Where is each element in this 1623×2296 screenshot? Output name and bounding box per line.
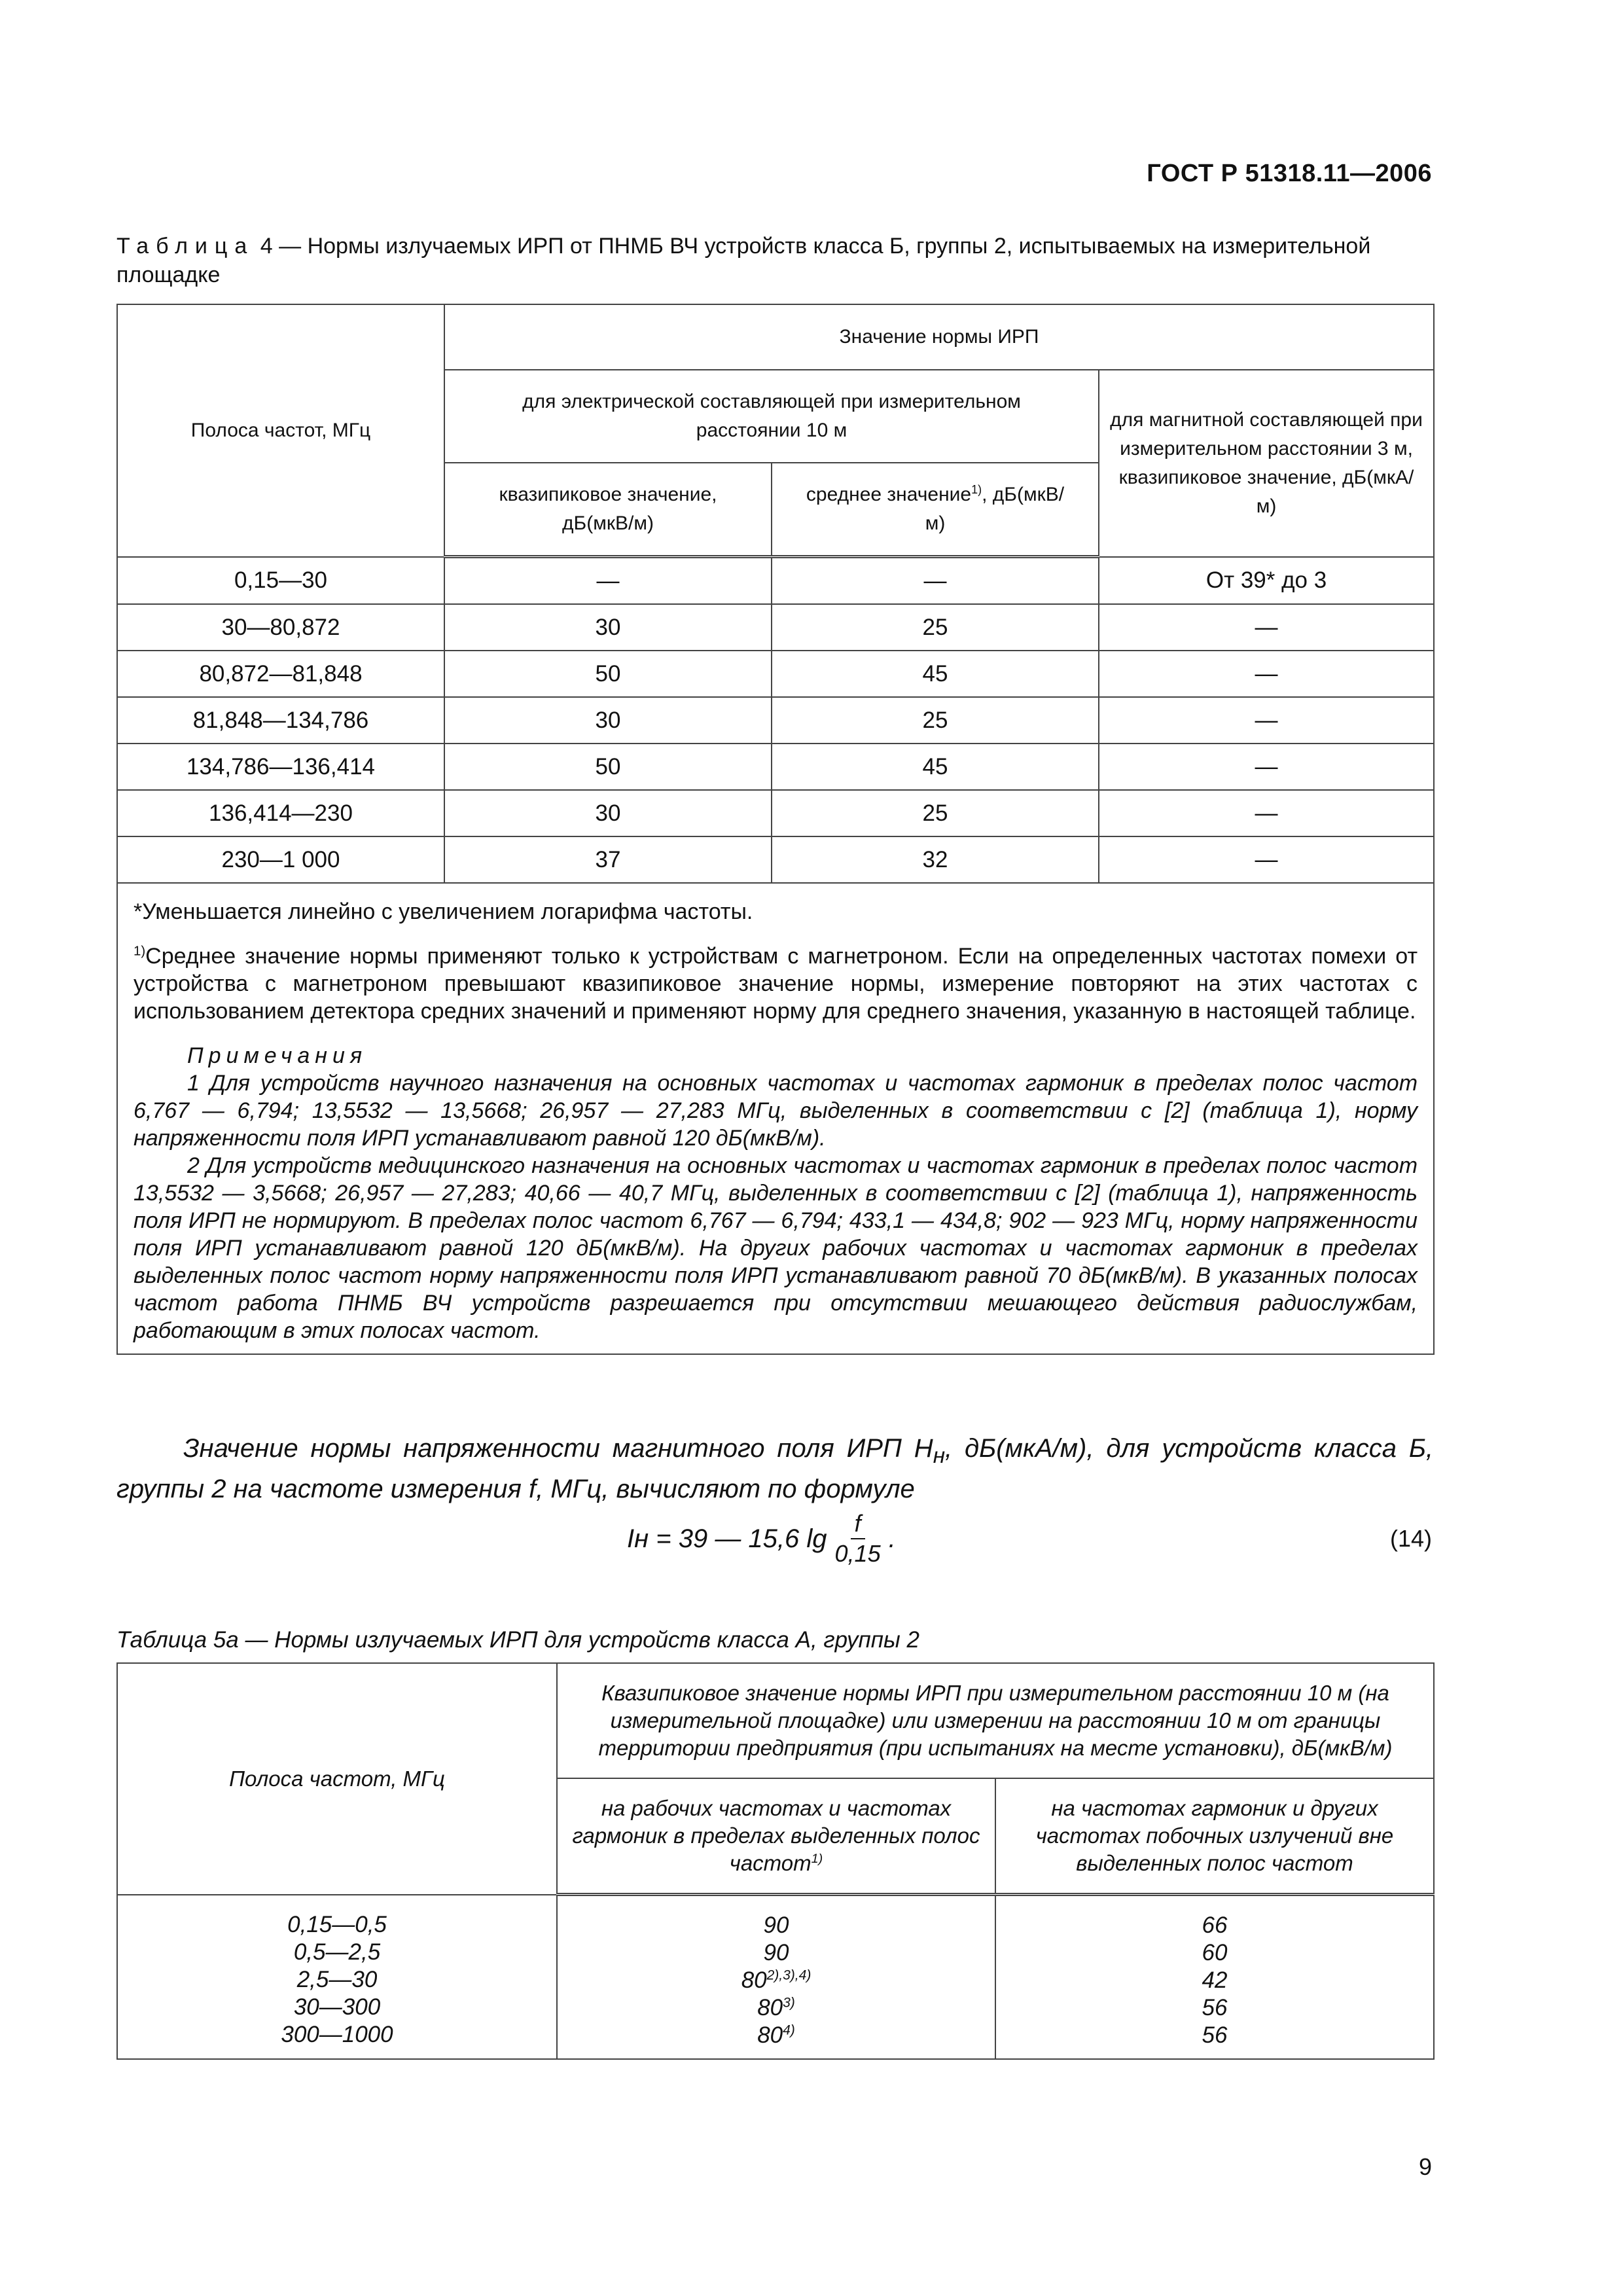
table4-col-avg-unit: , дБ(мкВ/м) (925, 484, 1065, 534)
footnote-1-text: Среднее значение нормы применяют только к устройствам с магнетроном. Если на определенных частотах помехи от устройства с магнетроном превышают квазипиковое значение нормы, измерение повторяют на этих частотах с использованием детектора средних значений и применяют норму для среднего значения, указанную в настоящей таблице. (134, 944, 1418, 1024)
table5a (116, 1662, 1435, 2060)
table5a-col-freq: Полоса частот, МГц (117, 1663, 557, 1895)
table4-cell-quasi: 30 (444, 790, 772, 836)
table4-cell-quasi: 50 (444, 651, 772, 697)
formula-tail: . (888, 1524, 896, 1553)
table5a-work-value (558, 1912, 995, 1939)
table4-col-electric: для электрической составляющей при измерительном расстоянии 10 м (444, 370, 1099, 463)
table4-cell-quasi: 30 (444, 604, 772, 651)
table4-cell-freq: 30—80,872 (117, 604, 444, 651)
table4-cell-quasi: 50 (444, 744, 772, 790)
formula-lhs: Iн = 39 — 15,6 lg (627, 1524, 827, 1553)
table4-col-avg-label: среднее значение (806, 484, 972, 505)
table5a-harm-cell (995, 1895, 1434, 2060)
table5a-work-value (558, 1967, 995, 1994)
table4-cell-quasi: — (444, 557, 772, 605)
table5a-col-work-label: на рабочих частотах и частотах гармоник в пределах выделенных полос частот (572, 1796, 980, 1875)
note-1: 1 Для устройств научного назначения на основных частотах и частотах гармоник в пределах полос частот 6,767 — 6,794; 13,5532 — 13,5668; 26,957 — 27,283 МГц, выделенных в соответствии с [2] (таблица 1), норму напряженности поля ИРП устанавливают равной 120 дБ(мкВ/м). (134, 1071, 1418, 1151)
table4-col-avg-sup: 1) (971, 483, 982, 496)
table5a-harm-value: 56 (1202, 1995, 1228, 2020)
table4-cell-mag: — (1099, 790, 1434, 836)
table5a-work-value (558, 2022, 995, 2049)
table5a-freq-value: 0,5—2,5 (293, 1939, 381, 1965)
formula-intro-a: Значение нормы напряженности магнитного поля ИРП H (183, 1434, 933, 1463)
table5a-col-work-sup: 1) (811, 1852, 823, 1866)
table4-cell-quasi: 30 (444, 697, 772, 744)
formula-intro (116, 1432, 1433, 1505)
table4-cell-avg: 45 (772, 651, 1099, 697)
table5a-work-sup: 2),3),4) (766, 1967, 812, 1983)
table4-col-freq: Полоса частот, МГц (117, 304, 444, 557)
table5a-col-quasi: Квазипиковое значение нормы ИРП при измерительном расстоянии 10 м (на измерительной площадке) или измерении на расстоянии 10 м от границы территории предприятия (при испытаниях на месте установки), дБ(мкВ/м) (557, 1663, 1434, 1778)
table4-col-avg (772, 463, 1099, 557)
table4-cell-mag: От 39* до 3 (1099, 557, 1434, 605)
page-number: 9 (1418, 2153, 1432, 2180)
table4-row (117, 557, 1434, 605)
table5a-freq-value: 300—1000 (281, 2021, 393, 2047)
table5a-harm-value: 66 (1202, 1912, 1228, 1938)
table4-cell-mag: — (1099, 697, 1434, 744)
table4 (116, 304, 1435, 1355)
table4-cell-quasi: 37 (444, 836, 772, 883)
table5a-work-number: 80 (757, 2022, 783, 2048)
table5a-freq-value: 30—300 (293, 1994, 381, 2020)
table4-row (117, 604, 1434, 651)
formula-denominator: 0,15 (834, 1540, 881, 1567)
table4-cell-avg: 32 (772, 836, 1099, 883)
footnote-1-sup: 1) (134, 944, 146, 959)
table4-cell-freq: 134,786—136,414 (117, 744, 444, 790)
table4-cell-avg: 25 (772, 604, 1099, 651)
table5a-harm-value: 42 (1202, 1967, 1228, 1993)
table4-col-magnetic: для магнитной составляющей при измерительном расстоянии 3 м, квазипиковое значение, дБ(мкА/м) (1099, 370, 1434, 557)
formula-fraction (831, 1509, 885, 1568)
table5a-caption: Таблица 5а — Нормы излучаемых ИРП для устройств класса А, группы 2 (116, 1627, 919, 1653)
formula-numerator: f (851, 1509, 865, 1539)
table5a-col-harm: на частотах гармоник и других частотах побочных излучений вне выделенных полос частот (995, 1778, 1434, 1895)
formula-14 (627, 1509, 896, 1568)
table4-cell-freq: 230—1 000 (117, 836, 444, 883)
table4-cell-freq: 80,872—81,848 (117, 651, 444, 697)
table4-caption (116, 232, 1433, 289)
note-2: 2 Для устройств медицинского назначения на основных частотах и частотах гармоник в пределах полос частот 13,5532 — 3,5668; 26,957 — 27,283; 40,66 — 40,7 МГц, выделенных в соответствии с [2] (таблица 1), напряженность поля ИРП не нормируют. В пределах полос частот 6,767 — 6,794; 433,1 — 434,8; 902 — 923 МГц, норму напряженности поля ИРП устанавливают равной 120 дБ(мкВ/м). На других рабочих частотах и частотах гармоник в пределах выделенных полос частот норму напряженности поля ИРП устанавливают равной 70 дБ(мкВ/м). В указанных полосах частот работа ПНМБ ВЧ устройств разрешается при отсутствии мешающего действия радиослужбам, работающим в этих полосах частот. (134, 1153, 1418, 1343)
table4-cell-freq: 81,848—134,786 (117, 697, 444, 744)
table5a-freq-cell (117, 1895, 557, 2060)
table4-cell-freq: 136,414—230 (117, 790, 444, 836)
table5a-work-value (558, 1939, 995, 1967)
table4-col-quasi: квазипиковое значение, дБ(мкВ/м) (444, 463, 772, 557)
table4-col-norm: Значение нормы ИРП (444, 304, 1434, 370)
table4-cell-mag: — (1099, 744, 1434, 790)
table4-cell-avg: — (772, 557, 1099, 605)
table4-cell-freq: 0,15—30 (117, 557, 444, 605)
table4-cell-avg: 25 (772, 697, 1099, 744)
table5a-work-value (558, 1994, 995, 2022)
table5a-harm-value: 56 (1202, 2022, 1228, 2048)
table5a-work-number: 90 (763, 1940, 789, 1965)
table5a-harm-value: 60 (1202, 1940, 1228, 1965)
document-id: ГОСТ Р 51318.11—2006 (1147, 160, 1432, 187)
formula-intro-sub: н (933, 1444, 946, 1468)
table5a-work-number: 80 (741, 1967, 767, 1993)
table5a-work-sup: 3) (783, 1995, 795, 2011)
formula-number: (14) (1389, 1525, 1432, 1552)
table4-row (117, 744, 1434, 790)
table4-row (117, 697, 1434, 744)
table4-row (117, 836, 1434, 883)
formula-intro-b: , дБ(мкА/м), для устройств класса Б, группы 2 на частоте измерения f, МГц, вычисляют по формуле (116, 1434, 1434, 1503)
table4-caption-label: Таблица (116, 234, 255, 259)
table5a-work-number: 80 (757, 1995, 783, 2020)
table4-caption-text: 4 — Нормы излучаемых ИРП от ПНМБ ВЧ устройств класса Б, группы 2, испытываемых на измерительной площадке (116, 234, 1371, 287)
table5a-work-number: 90 (763, 1912, 789, 1938)
table4-cell-mag: — (1099, 651, 1434, 697)
table4-cell-mag: — (1099, 836, 1434, 883)
footnote-1 (134, 942, 1418, 1025)
table4-row (117, 651, 1434, 697)
table5a-work-sup: 4) (783, 2022, 795, 2038)
notes-title: Примечания (187, 1043, 368, 1068)
table4-cell-avg: 45 (772, 744, 1099, 790)
table5a-freq-value: 0,15—0,5 (287, 1911, 387, 1937)
table4-row (117, 790, 1434, 836)
table4-notes (134, 1042, 1418, 1344)
table5a-col-work (557, 1778, 995, 1895)
table4-cell-mag: — (1099, 604, 1434, 651)
table5a-freq-value: 2,5—30 (296, 1966, 378, 1992)
footnote-star: *Уменьшается линейно с увеличением логарифма частоты. (134, 899, 753, 924)
table5a-work-cell (557, 1895, 995, 2060)
table4-cell-avg: 25 (772, 790, 1099, 836)
table4-footnotes (117, 883, 1434, 1354)
